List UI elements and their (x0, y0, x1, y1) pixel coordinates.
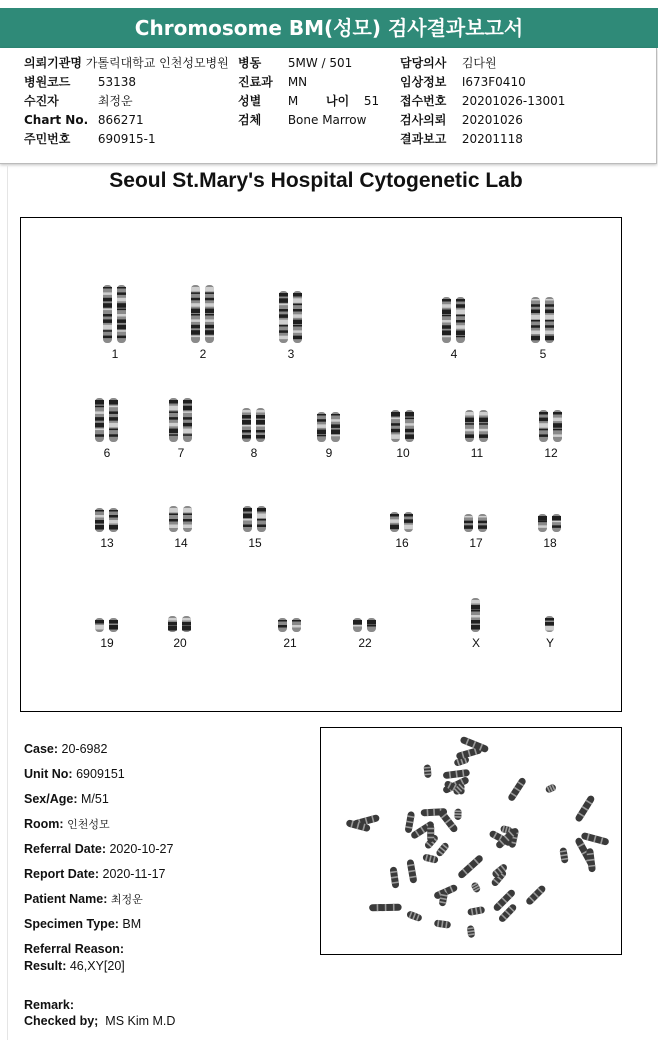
case-referral-date: Referral Date: 2020-10-27 (24, 842, 174, 856)
chromosome-pair-image (95, 283, 135, 345)
chromosome-number: 21 (283, 636, 297, 650)
chromosome-number: 8 (250, 446, 258, 460)
metaphase-chromosome (424, 764, 432, 778)
metaphase-chromosome (559, 847, 568, 864)
metaphase-chromosome (457, 854, 484, 880)
chromosome-11 (457, 408, 497, 464)
case-result: Result: 46,XY[20] (24, 959, 125, 973)
metaphase-chromosome (581, 832, 610, 846)
chromosome-number: Y (545, 636, 554, 650)
info-sex: 성별 M (238, 94, 299, 108)
chromosome-number: 17 (469, 536, 483, 550)
chromosome-pair-image (523, 295, 563, 345)
chromosome-pair-image (160, 614, 200, 634)
chromosome-y (530, 614, 570, 654)
chromosome-15 (235, 504, 275, 554)
metaphase-chromosome (406, 910, 423, 922)
chromosome-number: 22 (358, 636, 372, 650)
metaphase-chromosome (406, 859, 417, 884)
patient-info-panel (0, 48, 657, 164)
chromosome-8 (234, 406, 274, 464)
chromosome-pair-image (270, 616, 310, 634)
chromosome-number: 5 (539, 347, 547, 361)
chromosome-1 (95, 283, 135, 365)
lab-title: Seoul St.Mary's Hospital Cytogenetic Lab (109, 169, 523, 192)
chromosome-3 (271, 289, 311, 365)
chromosome-4 (434, 295, 474, 365)
chromosome-7 (161, 396, 201, 464)
chromosome-number: 16 (395, 536, 409, 550)
info-accession: 접수번호 20201026-13001 (400, 94, 566, 108)
metaphase-chromosome (404, 811, 415, 834)
chromosome-number: 20 (173, 636, 187, 650)
chromosome-number: X (471, 636, 480, 650)
metaphase-chromosome (434, 919, 451, 928)
info-request-date: 검사의뢰 20201026 (400, 113, 523, 127)
metaphase-chromosome (467, 906, 485, 916)
metaphase-chromosome (470, 881, 481, 893)
chromosome-pair-image (235, 504, 275, 534)
chromosome-number: 1 (111, 347, 119, 361)
report-title: Chromosome BM(성모) 검사결과보고서 (134, 16, 524, 40)
chromosome-12 (531, 408, 571, 464)
chromosome-22 (345, 616, 385, 654)
metaphase-chromosome (454, 809, 461, 821)
chromosome-17 (456, 512, 496, 554)
chromosome-pair-image (271, 289, 311, 345)
chromosome-number: 11 (470, 446, 484, 460)
case-referral-reason: Referral Reason: (24, 942, 125, 956)
chromosome-number: 4 (450, 347, 458, 361)
chromosome-5 (523, 295, 563, 365)
chromosome-pair-image (161, 504, 201, 534)
case-patient-name: Patient Name: 최정운 (24, 892, 143, 906)
case-sex-age: Sex/Age: M/51 (24, 792, 109, 806)
chromosome-pair-image (456, 596, 496, 634)
chromosome-18 (530, 512, 570, 554)
info-ward: 병동 5MW / 501 (238, 56, 353, 70)
chromosome-16 (382, 510, 422, 554)
metaphase-chromosome (574, 794, 595, 823)
chromosome-pair-image (531, 408, 571, 444)
chromosome-pair-image (530, 614, 570, 634)
chromosome-pair-image (309, 410, 349, 444)
info-clinical: 임상정보 I673F0410 (400, 75, 526, 89)
chromosome-pair-image (530, 512, 570, 534)
chromosome-number: 14 (174, 536, 188, 550)
info-report-date: 결과보고 20201118 (400, 132, 523, 146)
metaphase-chromosome (586, 848, 596, 873)
case-report-date: Report Date: 2020-11-17 (24, 867, 166, 881)
chromosome-number: 9 (325, 446, 333, 460)
chromosome-pair-image (183, 283, 223, 345)
info-doctor: 담당의사 김다원 (400, 56, 497, 70)
chromosome-x (456, 596, 496, 654)
chromosome-number: 12 (544, 446, 558, 460)
chromosome-pair-image (457, 408, 497, 444)
chromosome-9 (309, 410, 349, 464)
metaphase-chromosome (545, 783, 557, 794)
chromosome-21 (270, 616, 310, 654)
metaphase-chromosome (435, 841, 450, 857)
info-department: 진료과 MN (238, 75, 308, 89)
info-institution: 의뢰기관명 가톨릭대학교 인천성모병원 (24, 56, 229, 70)
left-margin-line (7, 166, 8, 1040)
chromosome-pair-image (234, 406, 274, 444)
metaphase-chromosome (525, 884, 547, 906)
report-title-bar (0, 8, 658, 48)
chromosome-number: 3 (287, 347, 295, 361)
metaphase-chromosome (467, 925, 476, 938)
chromosome-14 (161, 504, 201, 554)
chromosome-number: 18 (543, 536, 557, 550)
info-specimen: 검체 Bone Marrow (238, 113, 367, 127)
chromosome-13 (87, 506, 127, 554)
chromosome-number: 15 (248, 536, 262, 550)
case-remark: Remark: (24, 998, 75, 1012)
case-unit-no: Unit No: 6909151 (24, 767, 125, 781)
chromosome-number: 19 (100, 636, 114, 650)
chromosome-pair-image (434, 295, 474, 345)
chromosome-pair-image (456, 512, 496, 534)
info-resident-no: 주민번호 690915-1 (24, 132, 156, 146)
info-patient: 수진자 최정운 (24, 94, 133, 108)
chromosome-number: 7 (177, 446, 185, 460)
metaphase-chromosome (390, 866, 400, 888)
chromosome-pair-image (87, 396, 127, 444)
chromosome-pair-image (161, 396, 201, 444)
chromosome-number: 2 (199, 347, 207, 361)
chromosome-pair-image (87, 616, 127, 634)
chromosome-pair-image (87, 506, 127, 534)
metaphase-chromosome (507, 777, 527, 803)
metaphase-spread-image (321, 728, 621, 954)
metaphase-chromosome (369, 904, 402, 912)
karyotype-panel (20, 217, 622, 712)
chromosome-number: 6 (103, 446, 111, 460)
chromosome-19 (87, 616, 127, 654)
metaphase-image-panel (320, 727, 622, 955)
info-chart-no: Chart No. 866271 (24, 113, 144, 127)
chromosome-pair-image (345, 616, 385, 634)
metaphase-chromosome (427, 824, 434, 842)
chromosome-10 (383, 408, 423, 464)
chromosome-number: 13 (100, 536, 114, 550)
metaphase-chromosome (422, 853, 439, 864)
case-checked-by: Checked by; MS Kim M.D (24, 1014, 176, 1028)
chromosome-2 (183, 283, 223, 365)
chromosome-number: 10 (396, 446, 410, 460)
info-hospital-code: 병원코드 53138 (24, 75, 137, 89)
chromosome-pair-image (382, 510, 422, 534)
info-age: 나이 51 (326, 94, 380, 108)
case-number: Case: 20-6982 (24, 742, 108, 756)
case-room: Room: 인천성모 (24, 817, 110, 831)
chromosome-20 (160, 614, 200, 654)
case-specimen-type: Specimen Type: BM (24, 917, 142, 931)
chromosome-pair-image (383, 408, 423, 444)
chromosome-6 (87, 396, 127, 464)
